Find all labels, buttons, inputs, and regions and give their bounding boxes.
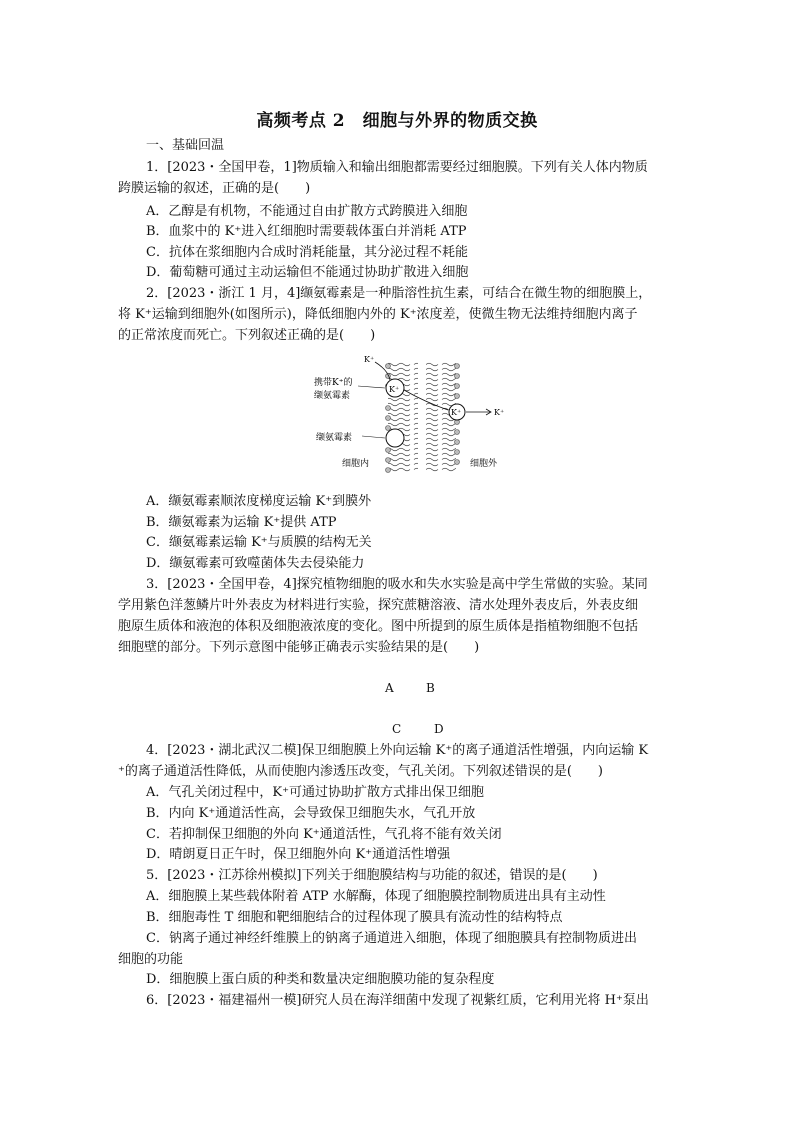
q4-option-a: A．气孔关闭过程中，K⁺可通过协助扩散方式排出保卫细胞: [146, 785, 484, 800]
valinomycin-circle: [386, 429, 404, 447]
q1-option-d: D．葡萄糖可通过主动运输但不能通过协助扩散进入细胞: [146, 265, 469, 280]
valinomycin-label: 缬氨霉素: [316, 433, 353, 443]
q5-option-d: D．细胞膜上蛋白质的种类和数量决定细胞膜功能的复杂程度: [146, 972, 495, 987]
q3-stem: 胞原生质体和液泡的体积及细胞液浓度的变化。图中所提到的原生质体是指植物细胞不包括: [118, 619, 639, 634]
k-label: K⁺: [389, 385, 400, 394]
membrane-left-leaflet: [388, 362, 418, 472]
q2-option-d: D．缬氨霉素可致噬菌体失去侵染能力: [146, 556, 365, 571]
q5-stem: 5．[2023・江苏徐州模拟]下列关于细胞膜结构与功能的叙述，错误的是( ): [146, 868, 598, 883]
leader-line: [358, 386, 385, 388]
q3-option-b-label: B: [426, 681, 435, 695]
q3-stem: 细胞壁的部分。下列示意图中能够正确表示实验结果的是( ): [118, 640, 480, 655]
k-label: K⁺: [451, 408, 462, 417]
q4-stem: 4．[2023・湖北武汉二模]保卫细胞膜上外向运输 K⁺的离子通道活性增强，内向运输 K: [146, 743, 649, 758]
q5-option-a: A．细胞膜上某些载体附着 ATP 水解酶，体现了细胞膜控制物质进出具有主动性: [146, 889, 606, 904]
q1-stem: 跨膜运输的叙述，正确的是( ): [118, 181, 311, 196]
q1-option-b: B．血浆中的 K⁺进入红细胞时需要载体蛋白并消耗 ATP: [146, 224, 467, 239]
q3-option-d-label: D: [434, 722, 444, 736]
q2-stem: 将 K⁺运输到细胞外(如图所示)，降低细胞内外的 K⁺浓度差，使微生物无法维持细胞内离子: [118, 307, 638, 322]
q5-option-c-cont: 细胞的功能: [118, 952, 184, 967]
q2-option-c: C．缬氨霉素运输 K⁺与质膜的结构无关: [146, 535, 372, 550]
q6-stem: 6．[2023・福建福州一模]研究人员在海洋细菌中发现了视紫红质，它利用光将 H⁺泵出: [146, 993, 649, 1008]
page-title: 高频考点 2 细胞与外界的物质交换: [256, 111, 538, 131]
q5-option-b: B．细胞毒性 T 细胞和靶细胞结合的过程体现了膜具有流动性的结构特点: [146, 910, 563, 925]
q2-stem: 2．[2023・浙江 1 月，4]缬氨霉素是一种脂溶性抗生素，可结合在微生物的细胞膜上，: [146, 286, 652, 301]
k-right-label: K⁺: [494, 408, 505, 417]
q4-option-b: B．内向 K⁺通道活性高，会导致保卫细胞失水，气孔开放: [146, 806, 476, 821]
outside-label: 细胞外: [470, 459, 498, 469]
q1-option-c: C．抗体在浆细胞内合成时消耗能量，其分泌过程不耗能: [146, 245, 468, 260]
q3-option-a-label: A: [385, 681, 394, 695]
valinomycin-membrane-figure: [300, 352, 520, 482]
q3-stem: 学用紫色洋葱鳞片叶外表皮为材料进行实验，探究蔗糖溶液、清水处理外表皮后，外表皮细: [118, 598, 639, 613]
q5-option-c: C．钠离子通过神经纤维膜上的钠离子通道进入细胞，体现了细胞膜具有控制物质进出: [146, 931, 637, 946]
carrying-label: 缬氨霉素: [314, 391, 351, 401]
q1-option-a: A．乙醇是有机物，不能通过自由扩散方式跨膜进入细胞: [146, 204, 468, 219]
q3-option-c-label: C: [392, 722, 402, 736]
leader-line: [362, 436, 385, 438]
q1-stem: 1．[2023・全国甲卷，1]物质输入和输出细胞都需要经过细胞膜。下列有关人体内物质: [146, 160, 648, 175]
q4-option-c: C．若抑制保卫细胞的外向 K⁺通道活性，气孔将不能有效关闭: [146, 827, 502, 842]
q3-stem: 3．[2023・全国甲卷，4]探究植物细胞的吸水和失水实验是高中学生常做的实验。某同: [146, 577, 648, 592]
q4-option-d: D．晴朗夏日正午时，保卫细胞外向 K⁺通道活性增强: [146, 847, 451, 862]
k-top-label: K⁺: [364, 355, 375, 364]
q2-stem: 的正常浓度而死亡。下列叙述正确的是( ): [118, 328, 376, 343]
inside-label: 细胞内: [342, 459, 370, 469]
section-heading: 一、基础回温: [146, 138, 225, 153]
q2-option-a: A．缬氨霉素顺浓度梯度运输 K⁺到膜外: [146, 494, 372, 509]
q2-option-b: B．缬氨霉素为运输 K⁺提供 ATP: [146, 515, 337, 530]
q4-stem: ⁺的离子通道活性降低，从而使胞内渗透压改变，气孔关闭。下列叙述错误的是( ): [118, 764, 604, 779]
carrying-label: 携带K⁺的: [314, 378, 353, 388]
